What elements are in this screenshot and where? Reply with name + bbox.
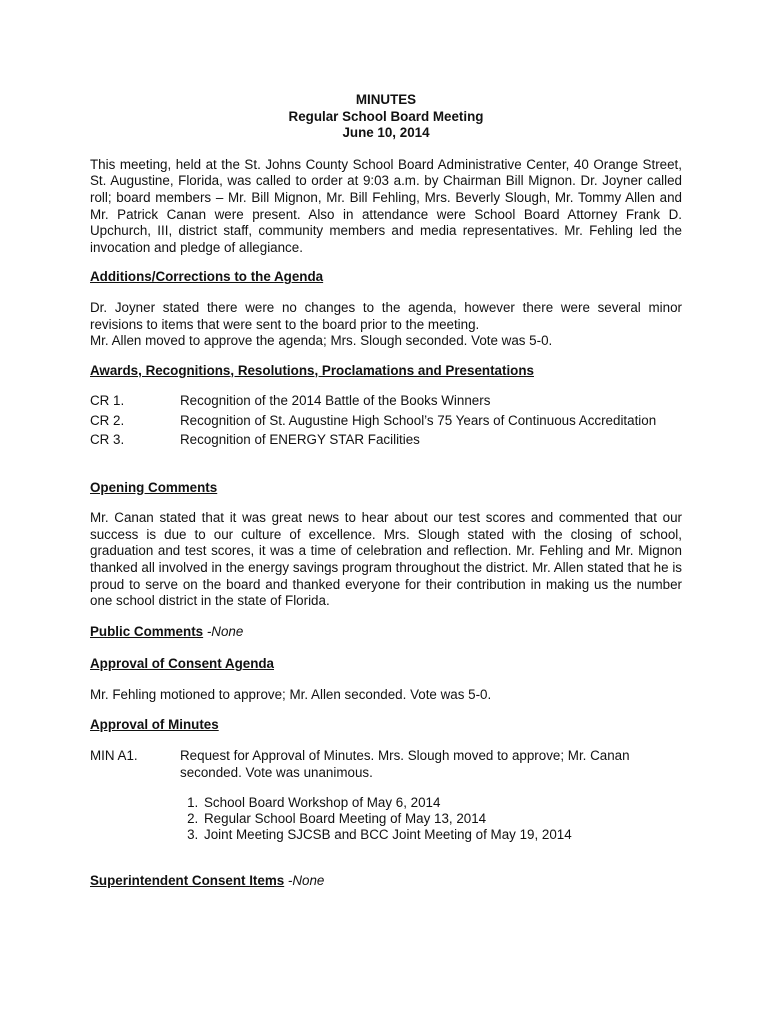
opening-body bbox=[90, 510, 682, 610]
minutes-item bbox=[90, 748, 682, 843]
title-block bbox=[90, 92, 682, 142]
additions-body bbox=[90, 300, 682, 350]
minutes-list-item: 2. Regular School Board Meeting of May 13, 2014 bbox=[202, 811, 682, 827]
award-item bbox=[90, 430, 682, 449]
intro-paragraph: This meeting, held at the St. Johns County School Board Administrative Center, 40 Orange Street, St. Augustine, Florida, was called to order at 9:03 a.m. by Chairman Bill Mignon. Dr. Joyner called roll; board members – Mr. Bill Mignon, Mr. Bill Fehling, Mrs. Beverly Slough, Mr. Tommy Allen and Mr. Patrick Canan were present. Also in attendance were School Board Attorney Frank D. Upchurch, III, district staff, community members and media representatives. Mr. Fehling led the invocation and pledge of allegiance. bbox=[90, 156, 682, 255]
award-code: CR 2. bbox=[90, 412, 125, 428]
opening-heading: Opening Comments bbox=[90, 479, 218, 495]
awards-list bbox=[90, 391, 682, 449]
award-code: CR 3. bbox=[90, 432, 125, 448]
award-text: Recognition of ENERGY STAR Facilities bbox=[180, 432, 420, 448]
public-comments-heading: Public Comments bbox=[90, 623, 204, 639]
additions-heading: Additions/Corrections to the Agenda bbox=[90, 269, 324, 285]
opening-section bbox=[90, 480, 682, 497]
minutes-list-item: 3. Joint Meeting SJCSB and BCC Joint Meeting of May 19, 2014 bbox=[202, 827, 682, 843]
consent-section bbox=[90, 656, 682, 673]
minutes-detail bbox=[180, 748, 682, 843]
opening-paragraph: Mr. Canan stated that it was great news to hear about our test scores and commented that our success is due to our culture of excellence. Mrs. Slough stated with the closing of school, graduation and test scores, it was a time of celebration and reflection. Mr. Fehling and Mr. Mignon thanked all involved in the energy savings program throughout the district. Mr. Allen stated that he is proud to serve on the board and thanked everyone for their contribution in making us the number one school district in the state of Florida. bbox=[90, 510, 682, 609]
minutes-list-item: 1. School Board Workshop of May 6, 2014 bbox=[202, 795, 682, 811]
public-comments-note: -None bbox=[203, 623, 244, 639]
awards-heading: Awards, Recognitions, Resolutions, Proclamations and Presentations bbox=[90, 362, 534, 378]
document-subtitle: Regular School Board Meeting bbox=[288, 108, 484, 124]
award-code: CR 1. bbox=[90, 393, 125, 409]
additions-paragraph-1: Dr. Joyner stated there were no changes to the agenda, however there were several minor revisions to items that were sent to the board prior to the meeting. bbox=[90, 299, 682, 332]
superintendent-section bbox=[90, 873, 682, 890]
consent-body bbox=[90, 687, 682, 704]
additions-paragraph-2: Mr. Allen moved to approve the agenda; Mrs. Slough seconded. Vote was 5-0. bbox=[90, 333, 553, 349]
superintendent-heading: Superintendent Consent Items bbox=[90, 873, 285, 889]
minutes-code: MIN A1. bbox=[90, 748, 138, 764]
award-item bbox=[90, 411, 682, 430]
awards-section bbox=[90, 363, 682, 380]
document-content bbox=[90, 92, 682, 890]
consent-heading: Approval of Consent Agenda bbox=[90, 656, 275, 672]
minutes-list bbox=[180, 795, 682, 843]
superintendent-note: -None bbox=[284, 873, 325, 889]
meeting-date: June 10, 2014 bbox=[342, 125, 430, 141]
award-text: Recognition of the 2014 Battle of the Books Winners bbox=[180, 393, 491, 409]
public-comments-section bbox=[90, 624, 682, 641]
minutes-text: Request for Approval of Minutes. Mrs. Slough moved to approve; Mr. Canan seconded. Vote was unanimous. bbox=[180, 748, 630, 780]
award-text: Recognition of St. Augustine High School’s 75 Years of Continuous Accreditation bbox=[180, 412, 657, 428]
minutes-section bbox=[90, 717, 682, 734]
document-title: MINUTES bbox=[355, 92, 417, 107]
minutes-heading: Approval of Minutes bbox=[90, 717, 219, 733]
consent-paragraph: Mr. Fehling motioned to approve; Mr. Allen seconded. Vote was 5-0. bbox=[90, 686, 492, 702]
award-item bbox=[90, 391, 682, 410]
additions-section bbox=[90, 269, 682, 286]
